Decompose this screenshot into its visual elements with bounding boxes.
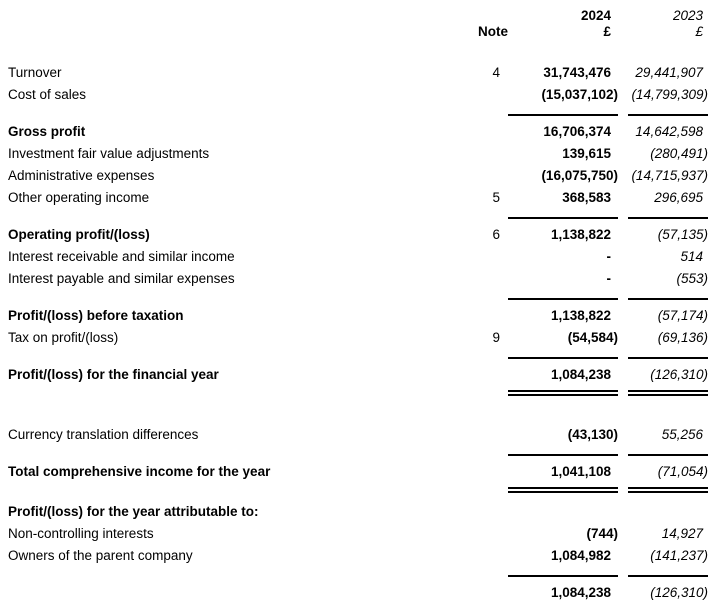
value-2024: 1,041,108 [550,464,611,479]
table-row [8,545,708,567]
value-2024: - [606,271,611,286]
table-row [8,364,708,386]
rule-spacer [8,454,452,456]
value-2024: (15,037,102) [541,87,618,102]
value-2023: (280,491) [650,146,708,161]
value-2023: (126,310) [650,585,708,600]
row-label: Administrative expenses [8,168,155,183]
value-2024: 31,743,476 [543,65,611,80]
value-2024: 368,583 [562,190,611,205]
value-2024: 1,084,982 [550,548,611,563]
value-2023: (126,310) [650,367,708,382]
rule-line-2024 [508,114,618,116]
rule-spacer [452,454,508,456]
value-2024: 1,084,238 [550,585,611,600]
note-value: 4 [492,65,500,80]
row-label: Investment fair value adjustments [8,146,210,161]
table-row [8,84,708,106]
value-2023: (141,237) [650,548,708,563]
column-rule [8,298,708,300]
rule-spacer [8,357,452,359]
table-row [8,143,708,165]
column-rule [8,217,708,219]
value-2024: (43,130) [567,427,618,442]
rule-spacer [452,114,508,116]
value-2023: (14,715,937) [631,168,708,183]
rule-spacer [8,390,452,396]
row-label: Total comprehensive income for the year [8,464,271,479]
rule-spacer [452,487,508,493]
value-2023: (71,054) [657,464,708,479]
value-2023: 14,642,598 [635,124,703,139]
table-row [8,582,708,604]
value-2024: (16,075,750) [541,168,618,183]
table-row [8,62,708,84]
value-2024: 1,138,822 [550,227,611,242]
column-rule [8,357,708,359]
statement-rows [8,62,708,604]
column-rule [8,575,708,577]
currency-symbol-2024: £ [603,24,611,39]
rule-spacer [452,217,508,219]
row-label: Interest receivable and similar income [8,249,235,264]
row-label: Profit/(loss) for the year attributable to: [8,504,259,519]
header-unit-row [8,24,708,40]
value-2024: 1,084,238 [550,367,611,382]
value-2023: (553) [676,271,708,286]
table-row [8,305,708,327]
rule-line-2023 [628,390,708,396]
row-label: Profit/(loss) before taxation [8,308,184,323]
rule-line-2023 [628,217,708,219]
rule-spacer [8,217,452,219]
value-2023: 296,695 [654,190,703,205]
row-label: Owners of the parent company [8,548,193,563]
row-label: Gross profit [8,124,86,139]
rule-line-2024 [508,454,618,456]
value-2023: 55,256 [661,427,703,442]
table-row [8,224,708,246]
rule-line-2023 [628,114,708,116]
rule-spacer [452,390,508,396]
table-row [8,424,708,446]
row-label: Turnover [8,65,62,80]
rule-line-2024 [508,298,618,300]
rule-line-2024 [508,390,618,396]
row-label: Operating profit/(loss) [8,227,150,242]
row-label: Other operating income [8,190,150,205]
rule-line-2023 [628,487,708,493]
note-value: 5 [492,190,500,205]
table-row [8,121,708,143]
value-2023: (69,136) [657,330,708,345]
rule-spacer [452,298,508,300]
rule-spacer [8,487,452,493]
table-row [8,187,708,209]
value-2023: (14,799,309) [631,87,708,102]
value-2023: 14,927 [661,526,703,541]
table-row [8,501,708,523]
rule-line-2023 [628,298,708,300]
value-2024: 1,138,822 [550,308,611,323]
rule-spacer [8,114,452,116]
rule-spacer [8,298,452,300]
row-label: Profit/(loss) for the financial year [8,367,219,382]
value-2024: 16,706,374 [543,124,611,139]
table-row [8,523,708,545]
rule-line-2023 [628,357,708,359]
column-header-2024: 2024 [580,8,611,23]
row-label: Cost of sales [8,87,87,102]
table-row [8,461,708,483]
row-label: Non-controlling interests [8,526,154,541]
column-rule [8,390,708,396]
rule-line-2024 [508,357,618,359]
table-row [8,165,708,187]
currency-symbol-2023: £ [695,24,703,39]
value-2023: 29,441,907 [635,65,703,80]
row-label: Currency translation differences [8,427,199,442]
rule-line-2023 [628,575,708,577]
value-2023: (57,135) [657,227,708,242]
value-2024: (744) [586,526,618,541]
table-row [8,268,708,290]
note-value: 6 [492,227,500,242]
column-rule [8,454,708,456]
table-row [8,327,708,349]
column-rule [8,487,708,493]
value-2023: (57,174) [657,308,708,323]
column-rule [8,114,708,116]
rule-line-2023 [628,454,708,456]
column-header-2023: 2023 [672,8,703,23]
column-header-note: Note [478,24,508,39]
value-2024: (54,584) [567,330,618,345]
statement-header [8,8,708,40]
rule-line-2024 [508,487,618,493]
rule-spacer [452,357,508,359]
rule-spacer [452,575,508,577]
rule-line-2024 [508,575,618,577]
value-2023: 514 [680,249,703,264]
header-year-row [8,8,708,24]
note-value: 9 [492,330,500,345]
value-2024: - [606,249,611,264]
value-2024: 139,615 [562,146,611,161]
rule-spacer [8,575,452,577]
table-row [8,246,708,268]
row-label: Interest payable and similar expenses [8,271,235,286]
row-label: Tax on profit/(loss) [8,330,119,345]
rule-line-2024 [508,217,618,219]
